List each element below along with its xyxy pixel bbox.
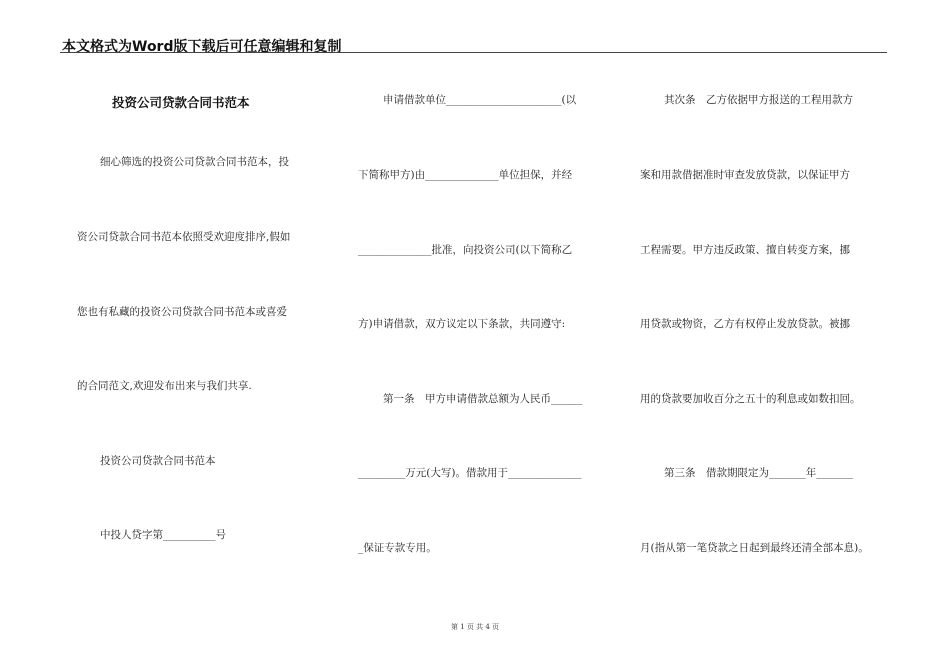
paragraph-line: 案和用款借据准时审查发放贷款，以保证甲方 — [640, 169, 850, 181]
paragraph-line: ______________批准，向投资公司(以下简称乙 — [358, 244, 573, 256]
paragraph-line: 第一条 甲方申请借款总额为人民币______ — [383, 393, 583, 405]
paragraph-line: 细心筛选的投资公司贷款合同书范本，投 — [100, 156, 289, 168]
paragraph-line: 其次条 乙方依据甲方报送的工程用款方 — [664, 94, 853, 106]
paragraph-line: 方)申请借款，双方议定以下条款，共同遵守: — [358, 318, 566, 330]
paragraph-line: 下简称甲方)由______________单位担保，并经 — [358, 169, 573, 181]
paragraph-line: 申请借款单位______________________(以 — [383, 94, 577, 106]
header-divider — [60, 52, 887, 53]
paragraph-line: 工程需要。甲方违反政策、擅自转变方案，挪 — [640, 244, 850, 256]
paragraph-line: 投资公司贷款合同书范本 — [100, 455, 216, 467]
paragraph-line: _________万元(大写)。借款用于______________ — [358, 467, 582, 479]
document-header: 本文格式为Word版下载后可任意编辑和复制 — [62, 39, 342, 55]
paragraph-line: 您也有私藏的投资公司贷款合同书范本或喜爱 — [77, 306, 287, 318]
paragraph-line: 资公司贷款合同书范本依照受欢迎度排序,假如 — [77, 231, 291, 243]
paragraph-line: 用贷款或物资，乙方有权停止发放贷款。被挪 — [640, 318, 850, 330]
paragraph-line: 用的贷款要加收百分之五十的利息或如数扣回。 — [640, 393, 861, 405]
document-title: 投资公司贷款合同书范本 — [112, 95, 250, 110]
paragraph-line: 的合同范文,欢迎发布出来与我们共享. — [77, 380, 252, 392]
paragraph-line: _保证专款专用。 — [358, 542, 437, 554]
paragraph-line: 中投人贷字第__________号 — [100, 529, 226, 541]
page-number: 第 1 页 共 4 页 — [450, 623, 500, 631]
paragraph-line: 第三条 借款期限定为_______年_______ — [664, 467, 853, 479]
paragraph-line: 月(指从第一笔贷款之日起到最终还清全部本息)。 — [640, 542, 869, 554]
